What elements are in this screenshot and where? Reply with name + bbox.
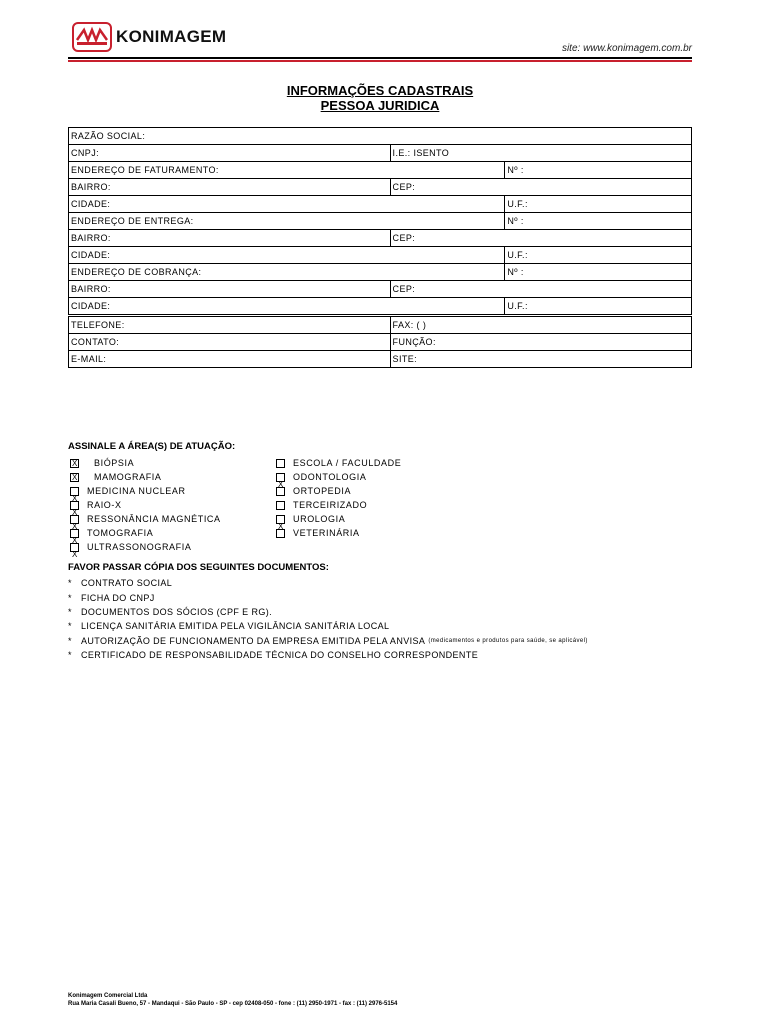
footer-address: Rua Maria Casali Bueno, 57 - Mandaqui - São Paulo - SP - cep 02408-050 - fone : (11) 2950-1971 - fax : (11) 2976-5154 <box>68 1001 398 1007</box>
checkbox-mark: X <box>278 479 284 489</box>
form-row <box>69 351 692 368</box>
area-checkbox-escola[interactable] <box>276 456 401 470</box>
form-row <box>69 264 692 281</box>
delivery-neighborhood-field[interactable]: BAIRRO: <box>69 230 391 247</box>
header-rule <box>68 57 692 59</box>
checkbox-icon[interactable] <box>70 473 79 482</box>
document-label: CONTRATO SOCIAL <box>81 578 173 589</box>
site-link[interactable]: site: www.konimagem.com.br <box>561 43 692 54</box>
billing-neighborhood-field[interactable]: BAIRRO: <box>69 179 391 196</box>
form-row <box>69 281 692 298</box>
area-checkbox-tomografia[interactable] <box>70 526 221 545</box>
cnpj-field[interactable]: CNPJ: <box>69 145 391 162</box>
form-row <box>69 162 692 179</box>
billing-address-field[interactable]: ENDEREÇO DE FATURAMENTO: <box>69 162 505 179</box>
form-row <box>69 213 692 230</box>
form-row <box>69 128 692 145</box>
form-row <box>69 179 692 196</box>
delivery-cep-field[interactable]: CEP: <box>390 230 691 247</box>
anvisa-note: (medicamentos e produtos para saúde, se aplicável) <box>428 637 588 644</box>
document-label: AUTORIZAÇÃO DE FUNCIONAMENTO DA EMPRESA EMITIDA PELA ANVISA <box>81 635 426 646</box>
document-item <box>68 590 588 604</box>
billing-number-field[interactable]: Nº : <box>505 162 692 179</box>
checkbox-icon[interactable] <box>276 501 285 510</box>
areas-right-list <box>276 456 401 540</box>
checkbox-icon[interactable] <box>276 487 285 496</box>
area-label: ULTRASSONOGRAFIA <box>87 542 192 552</box>
registration-form <box>68 127 692 368</box>
bullet: * <box>68 578 72 589</box>
delivery-city-field[interactable]: CIDADE: <box>69 247 505 264</box>
form-row <box>69 334 692 351</box>
form-row <box>69 145 692 162</box>
checkbox-icon[interactable] <box>70 543 79 559</box>
checkbox-icon[interactable] <box>276 459 285 468</box>
konimagem-logo-icon <box>72 22 112 52</box>
area-checkbox-odontologia[interactable] <box>276 470 401 489</box>
site-field[interactable]: SITE: <box>390 351 691 368</box>
area-label: TERCEIRIZADO <box>293 500 368 510</box>
page-title <box>0 83 760 113</box>
area-checkbox-biopsia[interactable] <box>70 456 221 470</box>
area-label: VETERINÁRIA <box>293 528 360 538</box>
document-item <box>68 648 588 662</box>
bullet: * <box>68 592 72 603</box>
area-checkbox-urologia[interactable] <box>276 512 401 531</box>
document-label: CERTIFICADO DE RESPONSABILIDADE TÉCNICA DO CONSELHO CORRESPONDENTE <box>81 650 479 661</box>
billing-cep-field[interactable]: CEP: <box>390 179 691 196</box>
form-row <box>69 230 692 247</box>
checkbox-icon[interactable] <box>70 459 79 468</box>
email-field[interactable]: E-MAIL: <box>69 351 391 368</box>
area-label: MAMOGRAFIA <box>94 472 162 482</box>
areas-title: ASSINALE A ÁREA(S) DE ATUAÇÃO: <box>68 441 236 452</box>
logo-text: KONIMAGEM <box>116 27 227 46</box>
bullet: * <box>68 635 72 646</box>
checkbox-mark: X <box>72 549 78 559</box>
area-label: MEDICINA NUCLEAR <box>87 486 186 496</box>
area-label: UROLOGIA <box>293 514 346 524</box>
checkbox-icon[interactable] <box>276 529 285 538</box>
checkbox-icon[interactable] <box>70 501 79 517</box>
title-line-2: PESSOA JURIDICA <box>320 98 440 113</box>
checkbox-mark: X <box>72 472 78 482</box>
collection-address-field[interactable]: ENDEREÇO DE COBRANÇA: <box>69 264 505 281</box>
checkbox-mark: X <box>72 521 78 531</box>
area-checkbox-ultrassonografia[interactable] <box>70 540 221 559</box>
area-label: RAIO-X <box>87 500 122 510</box>
header-rule-red <box>68 60 692 62</box>
collection-city-field[interactable]: CIDADE: <box>69 298 505 315</box>
collection-uf-field[interactable]: U.F.: <box>505 298 692 315</box>
delivery-number-field[interactable]: Nº : <box>505 213 692 230</box>
checkbox-icon[interactable] <box>276 473 285 489</box>
collection-neighborhood-field[interactable]: BAIRRO: <box>69 281 391 298</box>
area-checkbox-ortopedia[interactable] <box>276 484 401 498</box>
form-row <box>69 317 692 334</box>
area-label: RESSONÂNCIA MAGNÉTICA <box>87 514 221 524</box>
checkbox-mark: X <box>72 535 78 545</box>
company-logo <box>72 22 226 52</box>
documents-list <box>68 576 588 662</box>
document-item <box>68 634 588 648</box>
document-label: DOCUMENTOS DOS SÓCIOS (CPF E RG). <box>81 606 273 617</box>
form-row <box>69 247 692 264</box>
document-label: LICENÇA SANITÁRIA EMITIDA PELA VIGILÂNCIA SANITÁRIA LOCAL <box>81 621 390 632</box>
area-checkbox-medicina-nuclear[interactable] <box>70 484 221 503</box>
contact-field[interactable]: CONTATO: <box>69 334 391 351</box>
ie-field[interactable]: I.E.: ISENTO <box>390 145 691 162</box>
area-checkbox-mamografia[interactable] <box>70 470 221 484</box>
areas-left-list <box>70 456 221 559</box>
document-item <box>68 605 588 619</box>
billing-city-field[interactable]: CIDADE: <box>69 196 505 213</box>
area-label: ODONTOLOGIA <box>293 472 367 482</box>
document-label: FICHA DO CNPJ <box>81 592 155 603</box>
form-row <box>69 196 692 213</box>
area-checkbox-terceirizado[interactable] <box>276 498 401 512</box>
billing-uf-field[interactable]: U.F.: <box>505 196 692 213</box>
checkbox-mark: X <box>72 507 78 517</box>
area-checkbox-ressonancia[interactable] <box>70 512 221 531</box>
checkbox-mark: X <box>72 458 78 468</box>
area-label: ESCOLA / FACULDADE <box>293 458 402 468</box>
checkbox-icon[interactable] <box>70 487 79 503</box>
checkbox-icon[interactable] <box>70 529 79 545</box>
bullet: * <box>68 650 72 661</box>
checkbox-icon[interactable] <box>70 515 79 531</box>
area-checkbox-raio-x[interactable] <box>70 498 221 517</box>
delivery-address-field[interactable]: ENDEREÇO DE ENTREGA: <box>69 213 505 230</box>
role-field[interactable]: FUNÇÃO: <box>390 334 691 351</box>
razao-social-field[interactable]: RAZÃO SOCIAL: <box>69 128 692 145</box>
bullet: * <box>68 606 72 617</box>
footer-company: Konimagem Comercial Ltda <box>68 993 148 999</box>
checkbox-icon[interactable] <box>276 515 285 531</box>
document-item <box>68 619 588 633</box>
collection-cep-field[interactable]: CEP: <box>390 281 691 298</box>
documents-title: FAVOR PASSAR CÓPIA DOS SEGUINTES DOCUMENTOS: <box>68 562 329 573</box>
area-label: ORTOPEDIA <box>293 486 352 496</box>
checkbox-mark: X <box>72 493 78 503</box>
checkbox-mark: X <box>278 521 284 531</box>
bullet: * <box>68 621 72 632</box>
delivery-uf-field[interactable]: U.F.: <box>505 247 692 264</box>
area-label: BIÓPSIA <box>94 458 135 468</box>
title-line-1: INFORMAÇÕES CADASTRAIS <box>286 83 474 98</box>
area-checkbox-veterinaria[interactable] <box>276 526 401 540</box>
phone-field[interactable]: TELEFONE: <box>69 317 391 334</box>
footer <box>68 992 397 1008</box>
fax-field[interactable]: FAX: ( ) <box>390 317 691 334</box>
collection-number-field[interactable]: Nº : <box>505 264 692 281</box>
document-item <box>68 576 588 590</box>
form-row <box>69 298 692 315</box>
area-label: TOMOGRAFIA <box>87 528 154 538</box>
